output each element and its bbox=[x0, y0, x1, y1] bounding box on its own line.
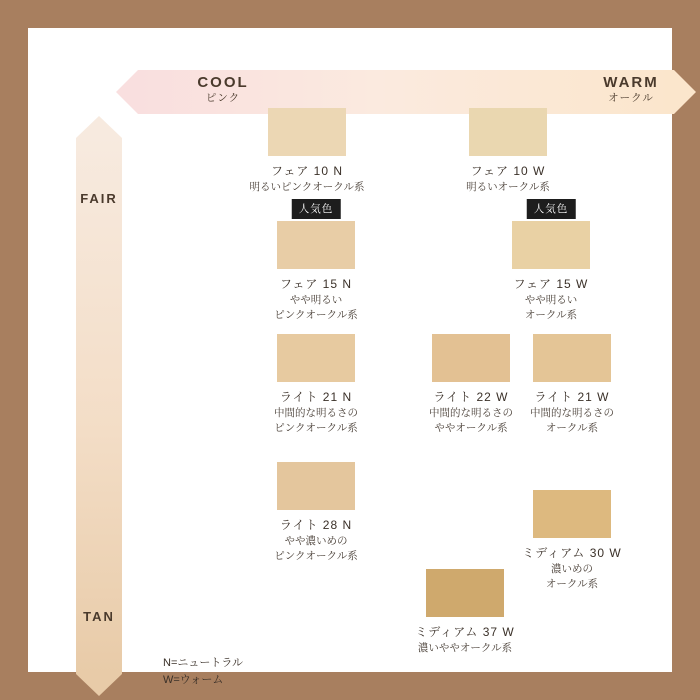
axis-label-fair: FAIR bbox=[80, 191, 118, 206]
shade-color-chip bbox=[268, 108, 346, 156]
shade-color-chip bbox=[469, 108, 547, 156]
arrow-bottom-tip-icon bbox=[76, 674, 122, 696]
shade-caption bbox=[236, 276, 396, 323]
arrow-top-tip-icon bbox=[76, 116, 122, 138]
axis-label-tan: TAN bbox=[83, 609, 115, 624]
shade-description: やや明るい bbox=[524, 294, 578, 306]
shade-description: オークル系 bbox=[545, 578, 599, 590]
shade-name: フェア 15 W bbox=[513, 277, 589, 291]
shade-description: オークル系 bbox=[524, 309, 578, 321]
legend bbox=[163, 655, 243, 689]
shade-caption bbox=[492, 545, 652, 592]
axis-label-cool bbox=[158, 74, 288, 106]
shade-description: 濃いめの bbox=[551, 563, 593, 575]
axis-label-cool-title: COOL bbox=[197, 74, 249, 91]
legend-line-n: N=ニュートラル bbox=[163, 657, 244, 669]
shade-description: 中間的な明るさの bbox=[429, 407, 513, 419]
shade-color-chip bbox=[277, 334, 355, 382]
shade-swatch[interactable] bbox=[274, 334, 358, 436]
shade-description: 明るいピンクオークル系 bbox=[249, 181, 365, 193]
axis-label-warm bbox=[566, 74, 696, 106]
shade-name: フェア 15 N bbox=[279, 277, 353, 291]
shade-description: ピンクオークル系 bbox=[274, 422, 358, 434]
shade-color-chip bbox=[533, 334, 611, 382]
chart-canvas bbox=[28, 28, 672, 686]
shade-caption bbox=[236, 517, 396, 564]
popular-badge: 人気色 bbox=[292, 199, 341, 219]
shade-color-chip bbox=[277, 462, 355, 510]
shade-name: フェア 10 W bbox=[470, 164, 546, 178]
axis-label-warm-title: WARM bbox=[603, 74, 659, 91]
shade-description: ピンクオークル系 bbox=[274, 309, 358, 321]
shade-color-chip bbox=[512, 221, 590, 269]
shade-color-chip bbox=[432, 334, 510, 382]
shade-description: 濃いややオークル系 bbox=[417, 642, 513, 654]
arrow-left-tip-icon bbox=[116, 70, 138, 114]
shade-description: ややオークル系 bbox=[434, 422, 508, 434]
shade-name: ミディアム 37 W bbox=[415, 625, 515, 639]
shade-caption bbox=[227, 163, 387, 195]
shade-name: ライト 21 N bbox=[279, 390, 353, 404]
shade-caption bbox=[236, 389, 396, 436]
shade-name: ライト 22 W bbox=[433, 390, 509, 404]
shade-swatch[interactable] bbox=[415, 569, 515, 656]
shade-description: ピンクオークル系 bbox=[274, 550, 358, 562]
axis-label-cool-sub: ピンク bbox=[205, 92, 241, 104]
shade-swatch[interactable] bbox=[274, 203, 358, 323]
shade-swatch[interactable] bbox=[530, 334, 614, 436]
arrow-body-vertical bbox=[76, 138, 122, 674]
shade-swatch[interactable] bbox=[512, 203, 590, 323]
shade-description: やや明るい bbox=[289, 294, 343, 306]
popular-badge: 人気色 bbox=[527, 199, 576, 219]
shade-color-chip bbox=[277, 221, 355, 269]
shade-description: 中間的な明るさの bbox=[274, 407, 358, 419]
shade-name: ライト 21 W bbox=[534, 390, 610, 404]
shade-description: 明るいオークル系 bbox=[466, 181, 550, 193]
shade-name: フェア 10 N bbox=[270, 164, 344, 178]
shade-name: ミディアム 30 W bbox=[522, 546, 622, 560]
shade-caption bbox=[492, 389, 652, 436]
shade-description: オークル系 bbox=[545, 422, 599, 434]
axis-label-warm-sub: オークル bbox=[608, 92, 654, 104]
shade-caption bbox=[428, 163, 588, 195]
shade-color-chip bbox=[426, 569, 504, 617]
shade-description: 中間的な明るさの bbox=[530, 407, 614, 419]
shade-name: ライト 28 N bbox=[279, 518, 353, 532]
shade-caption bbox=[471, 276, 631, 323]
shade-swatch[interactable] bbox=[522, 490, 622, 592]
shade-swatch[interactable] bbox=[274, 462, 358, 564]
legend-line-w: W=ウォーム bbox=[163, 674, 224, 686]
shade-swatch[interactable] bbox=[466, 108, 550, 195]
shade-description: やや濃いめの bbox=[284, 535, 348, 547]
shade-color-chip bbox=[533, 490, 611, 538]
shade-caption bbox=[385, 624, 545, 656]
shade-swatch[interactable] bbox=[249, 108, 365, 195]
